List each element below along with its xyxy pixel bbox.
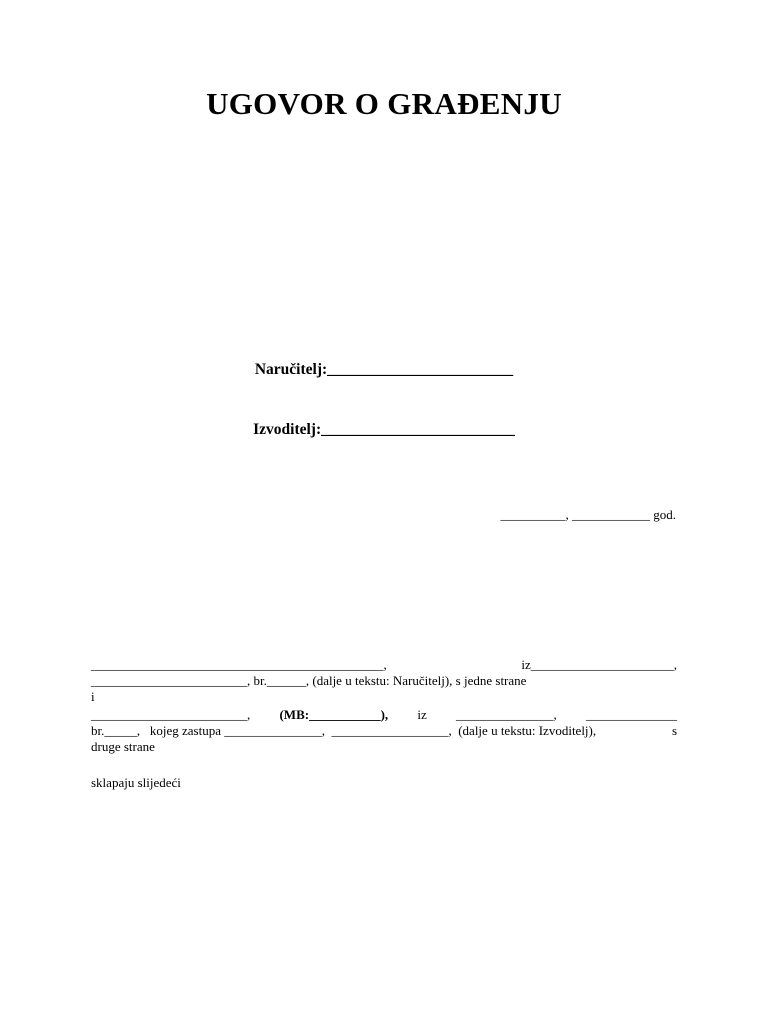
- closing-text: sklapaju slijedeći: [91, 775, 181, 790]
- conjunction-i: i: [91, 689, 95, 704]
- izvoditelj-line-3: druge strane: [91, 739, 155, 754]
- izvoditelj-s: s: [671, 723, 677, 738]
- izvoditelj-mb: (MB:___________),: [279, 707, 389, 722]
- narucitelj-line: Naručitelj:________________________: [254, 361, 514, 378]
- izvoditelj-line-1: [91, 707, 677, 723]
- document-title: UGOVOR O GRAĐENJU: [206, 86, 562, 121]
- narucitelj-name-blank: _____________________________________________,: [91, 657, 387, 672]
- izvoditelj-name-blank: ________________________,: [91, 707, 251, 722]
- izvoditelj-iz-label: iz: [417, 707, 427, 722]
- izvoditelj-representative: br._____, kojeg zastupa _______________, __________________, (dalje u tekstu: Izvoditelj),: [91, 723, 597, 738]
- izvoditelj-line: Izvoditelj:_________________________: [253, 421, 515, 438]
- narucitelj-line-1: [91, 657, 677, 673]
- izvoditelj-city-blank: _______________,: [455, 707, 557, 722]
- date-line: __________, ____________ god.: [500, 507, 676, 522]
- narucitelj-line-2: ________________________, br.______, (dalje u tekstu: Naručitelj), s jedne strane: [91, 673, 527, 688]
- narucitelj-city-blank: iz______________________,: [521, 657, 677, 672]
- narucitelj-paragraph: [91, 657, 677, 705]
- izvoditelj-line-2: [91, 723, 677, 739]
- izvoditelj-address-blank: ______________: [585, 707, 677, 722]
- izvoditelj-paragraph: [91, 707, 677, 755]
